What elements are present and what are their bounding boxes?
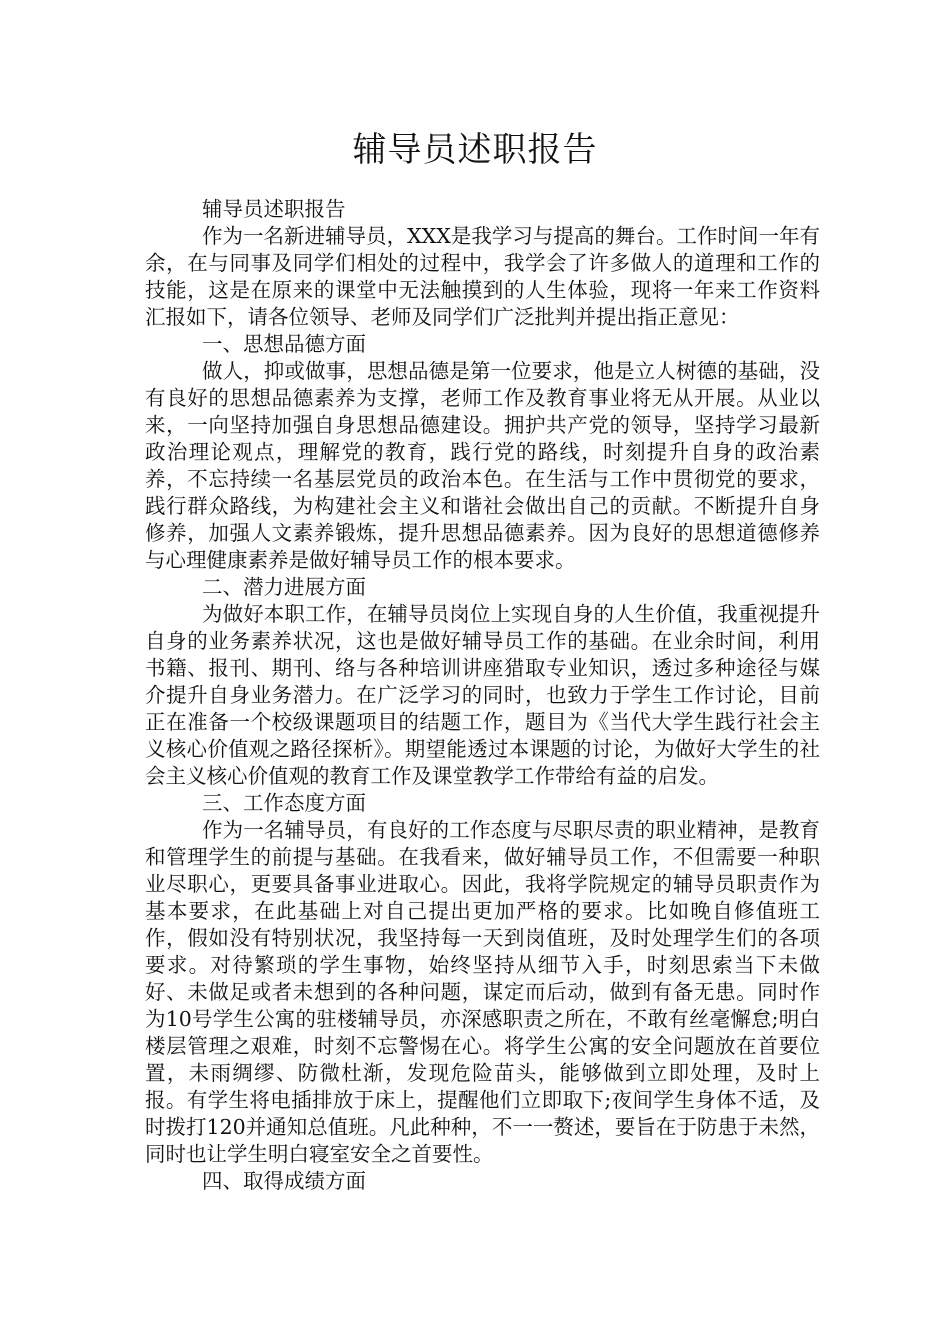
section-heading-1: 一、思想品德方面: [202, 332, 366, 356]
section-heading-3: 三、工作态度方面: [202, 791, 366, 815]
section-heading-4: 四、取得成绩方面: [202, 1169, 366, 1193]
paragraph-section-3: 作为一名辅导员，有良好的工作态度与尽职尽责的职业精神，是教育和管理学生的前提与基础。在我看来，做好辅导员工作，不但需要一种职业尽职心，更要具备事业进取心。因此，我将学院规定的辅导员职责作为基本要求，在此基础上对自己提出更加严格的要求。比如晚自修值班工作，假如没有特别状况，我坚持每一天到岗值班，及时处理学生们的各项要求。对待繁琐的学生事物，始终坚持从细节入手，时刻思索当下未做好、未做足或者未想到的各种问题，谋定而后动，做到有备无患。同时作为10号学生公寓的驻楼辅导员，亦深感职责之所在，不敢有丝毫懈怠;明白楼层管理之艰难，时刻不忘警惕在心。将学生公寓的安全问题放在首要位置，未雨绸缪、防微杜渐，发现危险苗头，能够做到立即处理，及时上报。有学生将电插排放于床上，提醒他们立即取下;夜间学生身体不适，及时拨打120并通知总值班。凡此种种，不一一赘述，要旨在于防患于未然，同时也让学生明白寝室安全之首要性。: [145, 818, 820, 1166]
section-heading-2: 二、潜力进展方面: [202, 575, 366, 599]
paragraph-section-2: 为做好本职工作，在辅导员岗位上实现自身的人生价值，我重视提升自身的业务素养状况，这也是做好辅导员工作的基础。在业余时间，利用书籍、报刊、期刊、络与各种培训讲座猎取专业知识，透过多种途径与媒介提升自身业务潜力。在广泛学习的同时，也致力于学生工作讨论，目前正在准备一个校级课题项目的结题工作，题目为《当代大学生践行社会主义核心价值观之路径探析》。期望能透过本课题的讨论，为做好大学生的社会主义核心价值观的教育工作及课堂教学工作带给有益的启发。: [145, 602, 820, 788]
document-body: [145, 196, 820, 1195]
paragraph-subtitle: 辅导员述职报告: [202, 197, 346, 221]
paragraph-section-1: 做人，抑或做事，思想品德是第一位要求，他是立人树德的基础，没有良好的思想品德素养为支撑，老师工作及教育事业将无从开展。从业以来，一向坚持加强自身思想品德建设。拥护共产党的领导，坚持学习最新政治理论观点，理解党的教育，践行党的路线，时刻提升自身的政治素养，不忘持续一名基层党员的政治本色。在生活与工作中贯彻党的要求，践行群众路线，为构建社会主义和谐社会做出自己的贡献。不断提升自身修养，加强人文素养锻炼，提升思想品德素养。因为良好的思想道德修养与心理健康素养是做好辅导员工作的根本要求。: [145, 359, 820, 572]
document-title: 辅导员述职报告: [352, 130, 598, 170]
paragraph-intro: 作为一名新进辅导员，XXX是我学习与提高的舞台。工作时间一年有余，在与同事及同学们相处的过程中，我学会了许多做人的道理和工作的技能，这是在原来的课堂中无法触摸到的人生体验，现将一年来工作资料汇报如下，请各位领导、老师及同学们广泛批判并提出指正意见：: [145, 224, 820, 329]
